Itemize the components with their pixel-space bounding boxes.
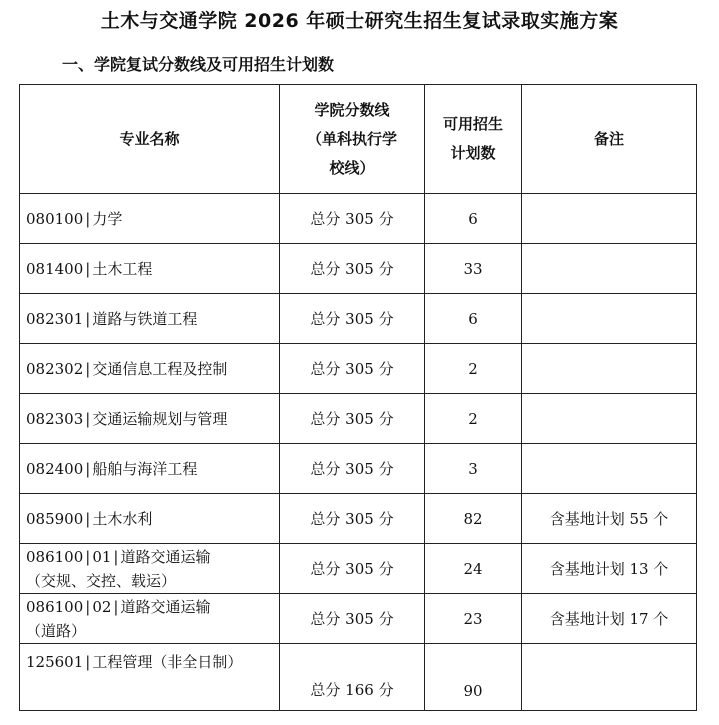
major-cell: 082301 | 道路与铁道工程 <box>20 294 280 344</box>
plan-cell: 6 <box>425 194 522 244</box>
major-code: 085900 <box>26 509 84 528</box>
header-note-label: 备注 <box>593 129 624 148</box>
header-major <box>20 85 280 194</box>
major-cell: 082302 | 交通信息工程及控制 <box>20 344 280 394</box>
plan-cell: 2 <box>425 394 522 444</box>
major-name: 道路与铁道工程 <box>92 309 198 328</box>
note-cell <box>522 394 697 444</box>
table-row <box>20 244 697 294</box>
major-code: 082302 <box>26 359 84 378</box>
plan-cell: 33 <box>425 244 522 294</box>
header-plan-line2: 计划数 <box>450 144 496 162</box>
header-major-label: 专业名称 <box>119 129 180 148</box>
major-cell <box>20 594 280 644</box>
major-code: 086100 <box>26 597 84 616</box>
score-cell: 总分 305 分 <box>280 244 425 294</box>
note-cell <box>522 294 697 344</box>
major-name: 交通运输规划与管理 <box>92 409 228 428</box>
plan-cell: 24 <box>425 544 522 594</box>
major-code: 125601 <box>26 653 84 671</box>
header-note <box>522 85 697 194</box>
header-score <box>280 85 425 194</box>
table-header-row <box>20 85 697 194</box>
score-cell: 总分 305 分 <box>280 394 425 444</box>
major-name: 工程管理（非全日制） <box>92 653 243 671</box>
table-row <box>20 344 697 394</box>
major-sub-code: 02 <box>92 597 112 616</box>
plan-cell: 90 <box>425 644 522 711</box>
table-row <box>20 594 697 644</box>
score-cell: 总分 166 分 <box>280 644 425 711</box>
major-name: 土木水利 <box>92 509 153 528</box>
document-title: 土木与交通学院 2026 年硕士研究生招生复试录取实施方案 <box>100 10 619 32</box>
major-cell: 080100 | 力学 <box>20 194 280 244</box>
note-cell: 含基地计划 17 个 <box>522 594 697 644</box>
table-row <box>20 444 697 494</box>
major-code: 082303 <box>26 409 84 428</box>
score-cell: 总分 305 分 <box>280 444 425 494</box>
header-score-line1: 学院分数线 <box>314 100 390 119</box>
note-cell <box>522 344 697 394</box>
major-sub-code: 01 <box>92 547 112 566</box>
major-name-line2: （道路） <box>26 621 87 640</box>
major-line1: 086100 | 01 | 道路交通运输 <box>26 547 211 566</box>
major-cell: 082400 | 船舶与海洋工程 <box>20 444 280 494</box>
major-name-line2: （交规、交控、载运） <box>26 571 177 590</box>
plan-cell: 6 <box>425 294 522 344</box>
score-cell: 总分 305 分 <box>280 194 425 244</box>
table-row <box>20 394 697 444</box>
plan-cell: 2 <box>425 344 522 394</box>
header-score-line3: 校线） <box>329 158 375 177</box>
major-name: 交通信息工程及控制 <box>92 359 228 378</box>
note-cell: 含基地计划 13 个 <box>522 544 697 594</box>
section-heading: 一、学院复试分数线及可用招生计划数 <box>62 55 335 74</box>
major-name: 力学 <box>92 209 123 228</box>
header-plan-line1: 可用招生 <box>442 115 503 133</box>
table-row <box>20 544 697 594</box>
score-cell: 总分 305 分 <box>280 344 425 394</box>
note-cell <box>522 644 697 711</box>
table-row <box>20 494 697 544</box>
major-code: 081400 <box>26 259 84 278</box>
header-plan <box>425 85 522 194</box>
major-code: 080100 <box>26 209 84 228</box>
major-name: 道路交通运输 <box>120 597 211 616</box>
major-cell: 081400 | 土木工程 <box>20 244 280 294</box>
note-cell <box>522 244 697 294</box>
table-row <box>20 294 697 344</box>
major-code: 082400 <box>26 459 84 478</box>
major-cell <box>20 544 280 594</box>
plan-cell: 23 <box>425 594 522 644</box>
major-cell: 085900 | 土木水利 <box>20 494 280 544</box>
major-code: 082301 <box>26 309 84 328</box>
major-cell: 125601 | 工程管理（非全日制） <box>20 644 280 711</box>
note-cell <box>522 444 697 494</box>
header-score-line2: （单科执行学 <box>306 129 397 148</box>
plan-cell: 82 <box>425 494 522 544</box>
score-cell: 总分 305 分 <box>280 294 425 344</box>
major-cell: 082303 | 交通运输规划与管理 <box>20 394 280 444</box>
plan-cell: 3 <box>425 444 522 494</box>
score-cell: 总分 305 分 <box>280 544 425 594</box>
score-cell: 总分 305 分 <box>280 594 425 644</box>
major-code: 086100 <box>26 547 84 566</box>
major-name: 道路交通运输 <box>120 547 211 566</box>
note-cell <box>522 194 697 244</box>
major-name: 土木工程 <box>92 259 153 278</box>
table-row <box>20 194 697 244</box>
major-line1: 086100 | 02 | 道路交通运输 <box>26 597 211 616</box>
admission-table <box>19 84 697 711</box>
score-cell: 总分 305 分 <box>280 494 425 544</box>
table-row <box>20 644 697 711</box>
note-cell: 含基地计划 55 个 <box>522 494 697 544</box>
major-name: 船舶与海洋工程 <box>92 459 198 478</box>
